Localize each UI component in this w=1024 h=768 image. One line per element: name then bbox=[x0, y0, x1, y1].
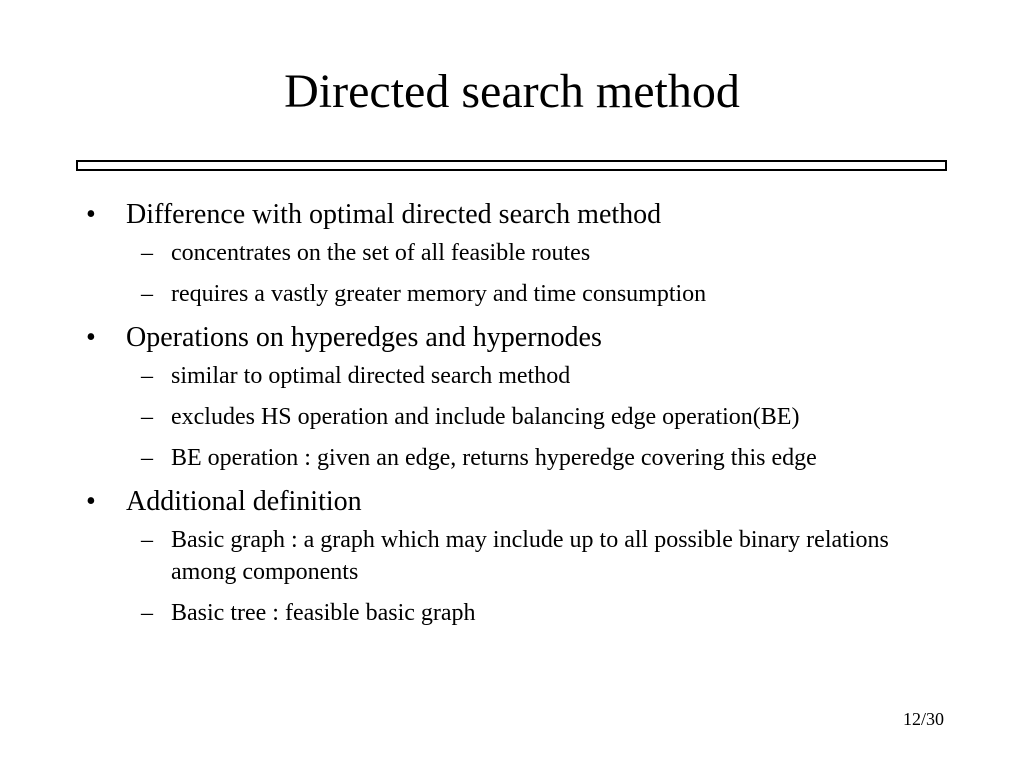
dash-icon: – bbox=[141, 240, 153, 266]
bullet-list bbox=[86, 197, 956, 639]
bullet-text: Operations on hyperedges and hypernodes bbox=[126, 322, 602, 353]
sub-bullet-item bbox=[126, 401, 956, 433]
sub-bullet-item bbox=[126, 597, 956, 629]
dash-icon: – bbox=[141, 363, 153, 389]
bullet-item bbox=[86, 484, 956, 629]
bullet-text: Additional definition bbox=[126, 486, 362, 517]
dash-icon: – bbox=[141, 600, 153, 626]
dash-icon: – bbox=[141, 445, 153, 471]
dash-icon: – bbox=[141, 404, 153, 430]
sub-bullet-item bbox=[126, 442, 956, 474]
title-divider bbox=[76, 160, 947, 171]
sub-bullet-text: requires a vastly greater memory and time consumption bbox=[171, 281, 707, 307]
sub-bullet-text: similar to optimal directed search method bbox=[171, 363, 571, 389]
bullet-item bbox=[86, 320, 956, 474]
slide-title: Directed search method bbox=[284, 65, 740, 118]
sub-bullet-item bbox=[126, 278, 956, 310]
sub-bullet-text: BE operation : given an edge, returns hyperedge covering this edge bbox=[171, 445, 817, 471]
bullet-icon: • bbox=[86, 322, 96, 353]
dash-icon: – bbox=[141, 527, 153, 553]
page-number: 12/30 bbox=[902, 709, 944, 729]
sub-bullet-item bbox=[126, 524, 956, 588]
bullet-item bbox=[86, 197, 956, 310]
sub-bullet-text: Basic graph : a graph which may include up to all possible binary relations among components bbox=[171, 527, 889, 585]
sub-bullet-text: concentrates on the set of all feasible routes bbox=[171, 240, 591, 266]
sub-bullet-text: Basic tree : feasible basic graph bbox=[171, 600, 476, 626]
sub-bullet-list bbox=[126, 237, 956, 310]
bullet-icon: • bbox=[86, 486, 96, 517]
sub-bullet-list bbox=[126, 360, 956, 474]
sub-bullet-list bbox=[126, 524, 956, 629]
sub-bullet-item bbox=[126, 237, 956, 269]
sub-bullet-item bbox=[126, 360, 956, 392]
dash-icon: – bbox=[141, 281, 153, 307]
bullet-text: Difference with optimal directed search method bbox=[126, 199, 662, 230]
bullet-icon: • bbox=[86, 199, 96, 230]
sub-bullet-text: excludes HS operation and include balancing edge operation(BE) bbox=[171, 404, 800, 430]
